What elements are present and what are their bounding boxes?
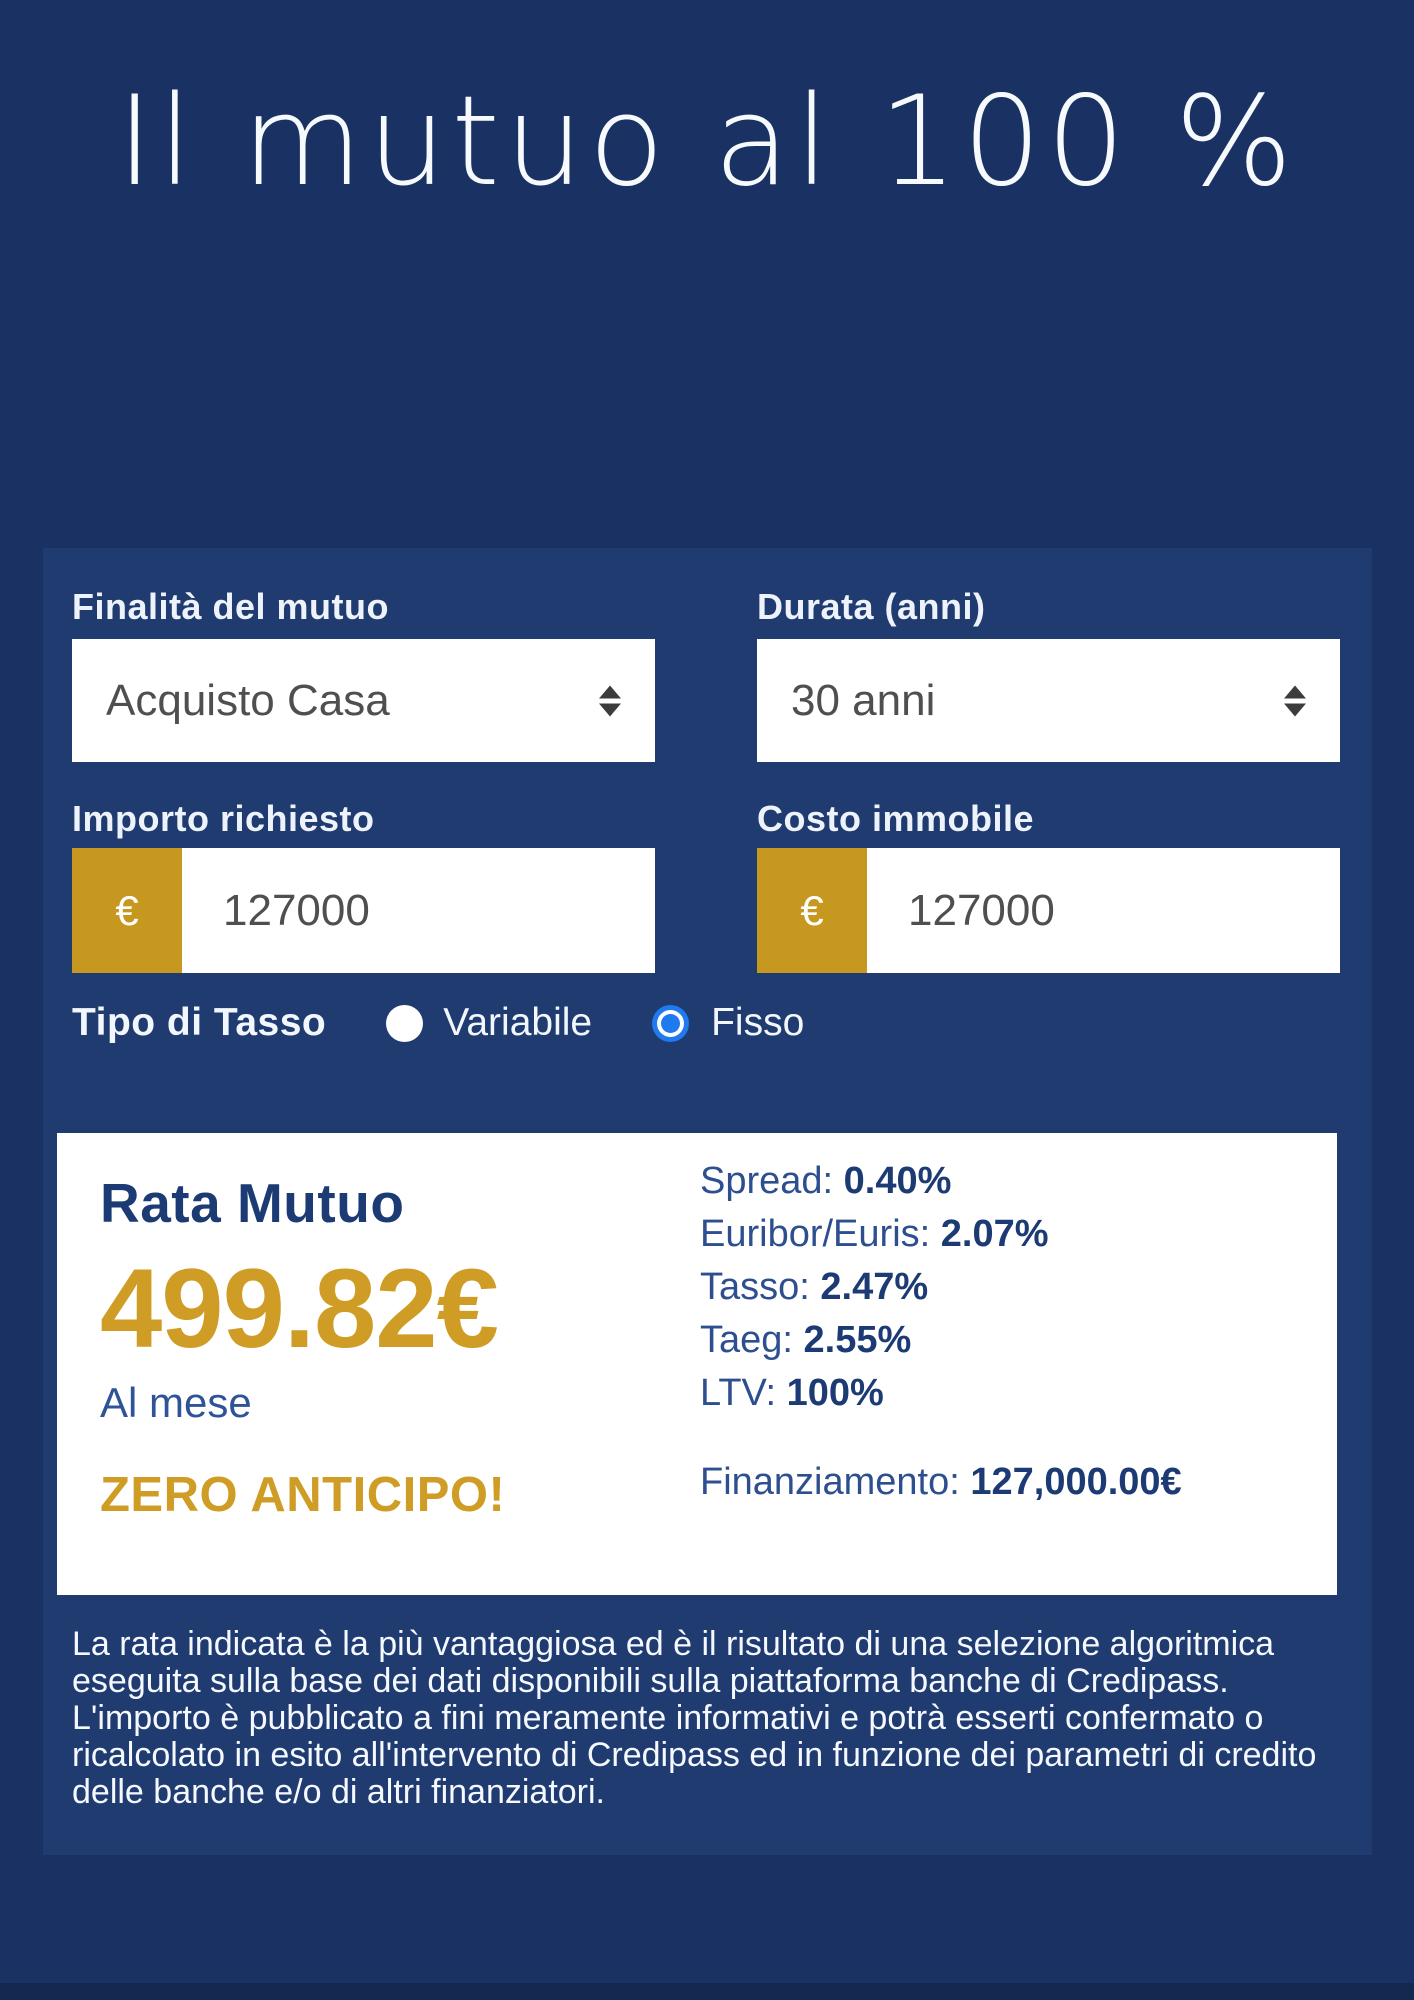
result-box [57, 1133, 1337, 1595]
page-title: Il mutuo al 100 % [116, 70, 1298, 214]
stat-tasso [700, 1261, 1300, 1314]
durata-select[interactable] [757, 639, 1340, 762]
durata-select-value: 30 anni [791, 675, 936, 725]
stat-spread [700, 1155, 1300, 1208]
stat-label: Taeg: [700, 1319, 804, 1361]
stat-label: Spread: [700, 1160, 844, 1202]
stat-value: 127,000.00€ [970, 1461, 1182, 1503]
result-title: Rata Mutuo [100, 1172, 405, 1234]
chevron-updown-icon [599, 685, 621, 716]
finalita-select[interactable] [72, 639, 655, 762]
disclaimer-text: La rata indicata è la più vantaggiosa ed è il risultato di una selezione algoritmica eseguita sulla base dei dati disponibili sulla piattaforma banche di Credipass. L'importo è pubblicato a fini meramente informativi e potrà esserti confermato o ricalcolato in esito all'intervento di Credipass ed in funzione dei parametri di credito delle banche e/o di altri finanziatori. [72, 1625, 1317, 1811]
radio-fisso[interactable] [592, 1001, 804, 1045]
stat-finanziamento [700, 1456, 1300, 1509]
stat-value: 0.40% [843, 1160, 952, 1202]
stat-value: 2.47% [820, 1266, 929, 1308]
stat-ltv [700, 1367, 1300, 1420]
stat-label: Finanziamento: [700, 1461, 971, 1503]
zero-anticipo-highlight: ZERO ANTICIPO! [100, 1468, 506, 1522]
chevron-updown-icon [1284, 685, 1306, 716]
importo-input-group [72, 848, 655, 973]
radio-variabile-label: Variabile [443, 1001, 593, 1044]
stat-taeg [700, 1314, 1300, 1367]
per-month-label: Al mese [100, 1379, 252, 1426]
durata-label: Durata (anni) [757, 586, 986, 627]
euro-icon: € [757, 848, 867, 973]
stat-value: 2.55% [803, 1319, 912, 1361]
stat-label: Euribor/Euris: [700, 1213, 941, 1255]
costo-input-group [757, 848, 1340, 973]
tasso-row [72, 995, 804, 1051]
radio-unselected-icon[interactable] [386, 1005, 423, 1042]
calculator-panel [43, 548, 1372, 1855]
stat-value: 2.07% [940, 1213, 1049, 1255]
radio-fisso-label: Fisso [711, 1001, 805, 1044]
stat-label: Tasso: [700, 1266, 821, 1308]
costo-label: Costo immobile [757, 798, 1035, 839]
importo-input[interactable] [182, 848, 655, 973]
monthly-payment-value: 499.82€ [100, 1246, 498, 1371]
footer-strip [0, 1983, 1414, 2000]
radio-selected-icon[interactable] [652, 1005, 689, 1042]
importo-label: Importo richiesto [72, 798, 375, 839]
stat-label: LTV: [700, 1372, 787, 1414]
stat-euribor [700, 1208, 1300, 1261]
tasso-label: Tipo di Tasso [72, 1001, 327, 1044]
costo-input[interactable] [867, 848, 1340, 973]
stat-value: 100% [786, 1372, 884, 1414]
finalita-label: Finalità del mutuo [72, 586, 390, 627]
radio-variabile[interactable] [326, 1001, 592, 1045]
finalita-select-value: Acquisto Casa [106, 675, 390, 725]
euro-icon: € [72, 848, 182, 973]
result-stats-column [700, 1155, 1300, 1509]
result-left-column [100, 1133, 660, 1523]
